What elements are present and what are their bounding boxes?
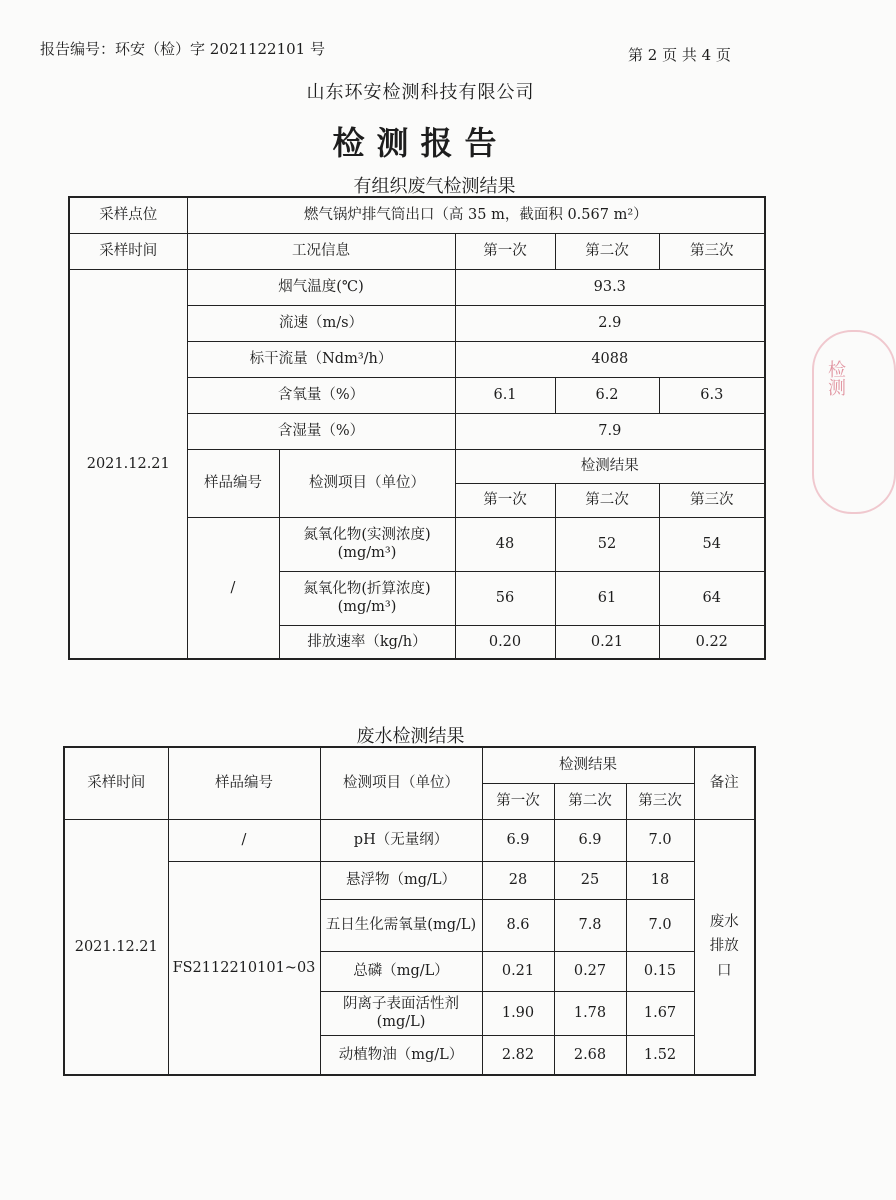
wastewater-table-title: 废水检测结果	[356, 726, 465, 747]
ww-ss-name: 悬浮物（mg/L）	[320, 861, 482, 899]
ww-las-run2: 1.78	[554, 991, 626, 1035]
ww-time-label: 采样时间	[64, 747, 168, 819]
result-label: 检测结果	[455, 449, 765, 483]
ww-las-run3: 1.67	[626, 991, 694, 1035]
nox-converted-run2: 61	[555, 571, 659, 625]
sampling-point-label: 采样点位	[69, 197, 187, 233]
nox-converted-run3: 64	[659, 571, 765, 625]
ww-ph-run1: 6.9	[482, 819, 554, 861]
ww-las-name: 阴离子表面活性剂(mg/L)	[320, 991, 482, 1035]
ww-tp-run3: 0.15	[626, 951, 694, 991]
condition-label: 工况信息	[187, 233, 455, 269]
nox-measured-run2: 52	[555, 517, 659, 571]
ww-las-run1: 1.90	[482, 991, 554, 1035]
condition-oxygen-run2: 6.2	[555, 377, 659, 413]
ww-run-2-label: 第二次	[554, 783, 626, 819]
ww-oil-run3: 1.52	[626, 1035, 694, 1075]
sampling-date: 2021.12.21	[69, 269, 187, 659]
nox-measured-run3: 54	[659, 517, 765, 571]
condition-velocity-value: 2.9	[455, 305, 765, 341]
ww-bod5-run3: 7.0	[626, 899, 694, 951]
seal-stamp-text: 检测	[825, 360, 846, 396]
ww-note-value	[694, 819, 755, 1075]
report-title: 检测报告	[332, 124, 509, 162]
condition-oxygen-name: 含氧量（%）	[187, 377, 455, 413]
ww-tp-run2: 0.27	[554, 951, 626, 991]
nox-converted-run1: 56	[455, 571, 555, 625]
sample-no-value: /	[187, 517, 279, 659]
ww-bod5-run2: 7.8	[554, 899, 626, 951]
ww-tp-name: 总磷（mg/L）	[320, 951, 482, 991]
run-3-label: 第三次	[659, 233, 765, 269]
sampling-time-label: 采样时间	[69, 233, 187, 269]
exhaust-table-title: 有组织废气检测结果	[353, 176, 516, 197]
exhaust-gas-table	[68, 196, 766, 660]
condition-oxygen-run1: 6.1	[455, 377, 555, 413]
condition-flow-value: 4088	[455, 341, 765, 377]
result-run-3-label: 第三次	[659, 483, 765, 517]
ww-ss-run1: 28	[482, 861, 554, 899]
sample-no-label: 样品编号	[187, 449, 279, 517]
nox-converted-name: 氮氧化物(折算浓度)(mg/m³)	[279, 571, 455, 625]
wastewater-table	[63, 746, 756, 1076]
ww-ph-run2: 6.9	[554, 819, 626, 861]
ww-note-label: 备注	[694, 747, 755, 819]
ww-oil-run1: 2.82	[482, 1035, 554, 1075]
result-run-1-label: 第一次	[455, 483, 555, 517]
condition-velocity-name: 流速（m/s）	[187, 305, 455, 341]
ww-ph-name: pH（无量纲）	[320, 819, 482, 861]
ww-sample-no-range: FS2112210101~03	[168, 861, 320, 1075]
condition-moisture-value: 7.9	[455, 413, 765, 449]
ww-sample-no-label: 样品编号	[168, 747, 320, 819]
ww-oil-run2: 2.68	[554, 1035, 626, 1075]
ww-ph-run3: 7.0	[626, 819, 694, 861]
emission-rate-run1: 0.20	[455, 625, 555, 659]
emission-rate-name: 排放速率（kg/h）	[279, 625, 455, 659]
ww-item-label: 检测项目（单位）	[320, 747, 482, 819]
condition-temp-name: 烟气温度(℃)	[187, 269, 455, 305]
report-number: 报告编号：环安（检）字 2021122101 号	[40, 40, 325, 58]
ww-run-3-label: 第三次	[626, 783, 694, 819]
condition-temp-value: 93.3	[455, 269, 765, 305]
emission-rate-run3: 0.22	[659, 625, 765, 659]
result-run-2-label: 第二次	[555, 483, 659, 517]
ww-ss-run2: 25	[554, 861, 626, 899]
condition-flow-name: 标干流量（Ndm³/h）	[187, 341, 455, 377]
ww-oil-name: 动植物油（mg/L）	[320, 1035, 482, 1075]
sampling-point-value: 燃气锅炉排气筒出口（高 35 m，截面积 0.567 m²）	[187, 197, 765, 233]
run-2-label: 第二次	[555, 233, 659, 269]
ww-bod5-run1: 8.6	[482, 899, 554, 951]
page-info: 第 2 页 共 4 页	[628, 46, 731, 64]
nox-measured-run1: 48	[455, 517, 555, 571]
item-label: 检测项目（单位）	[279, 449, 455, 517]
run-1-label: 第一次	[455, 233, 555, 269]
ww-bod5-name: 五日生化需氧量(mg/L)	[320, 899, 482, 951]
seal-stamp	[812, 330, 896, 514]
condition-moisture-name: 含湿量（%）	[187, 413, 455, 449]
nox-measured-name: 氮氧化物(实测浓度)(mg/m³)	[279, 517, 455, 571]
ww-sample-no-ph: /	[168, 819, 320, 861]
ww-ss-run3: 18	[626, 861, 694, 899]
ww-run-1-label: 第一次	[482, 783, 554, 819]
ww-result-label: 检测结果	[482, 747, 694, 783]
ww-tp-run1: 0.21	[482, 951, 554, 991]
condition-oxygen-run3: 6.3	[659, 377, 765, 413]
emission-rate-run2: 0.21	[555, 625, 659, 659]
ww-sampling-date: 2021.12.21	[64, 819, 168, 1075]
ww-note-text: 废水排放口	[709, 913, 739, 980]
company-name: 山东环安检测科技有限公司	[306, 82, 535, 103]
